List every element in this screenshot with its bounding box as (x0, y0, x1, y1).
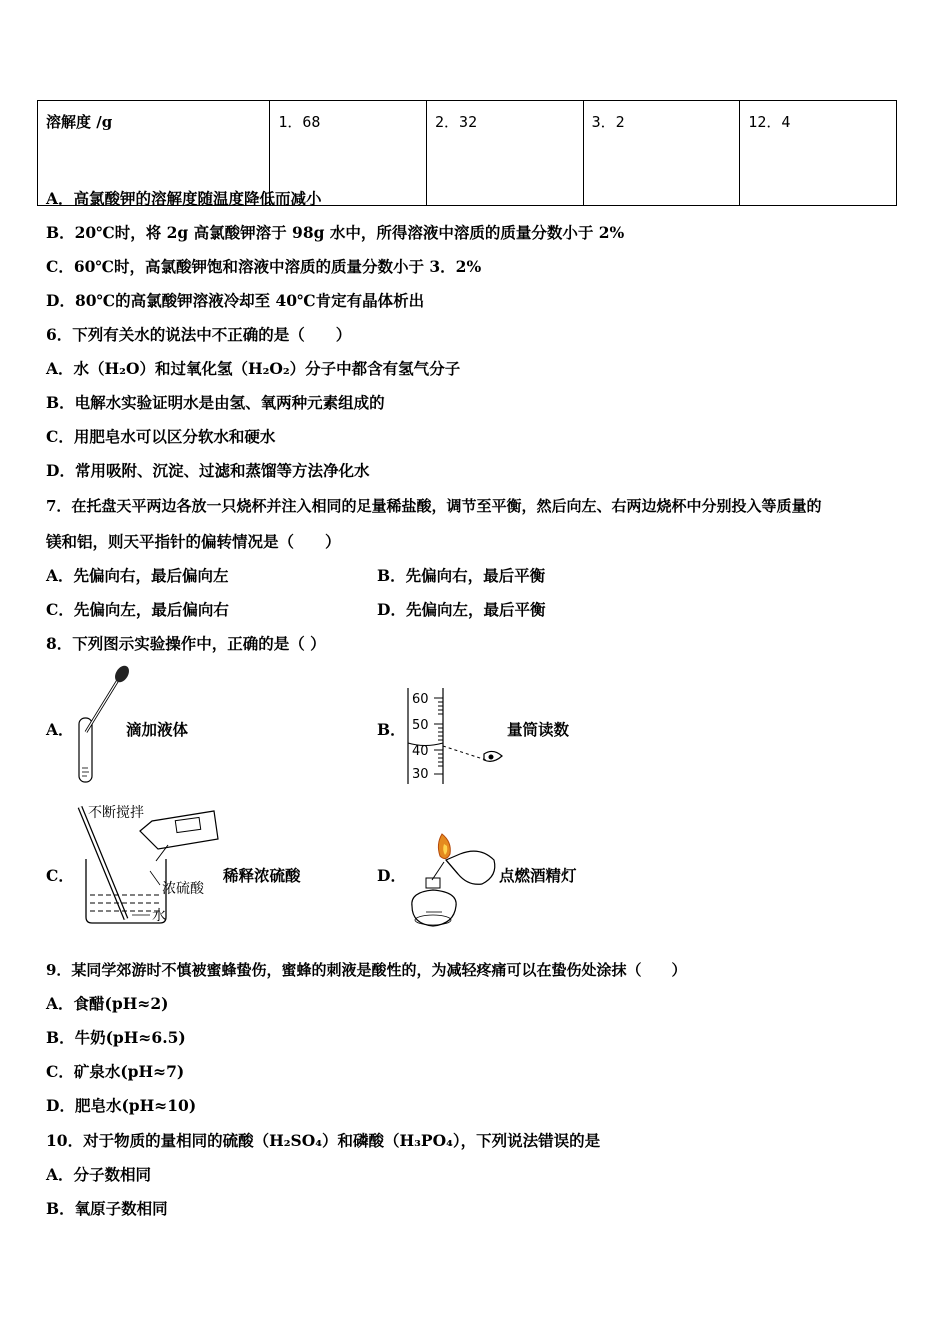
q5-option-c: C．60℃时，高氯酸钾饱和溶液中溶质的质量分数小于 3．2% (46, 257, 482, 276)
fig-a-letter: A． (46, 720, 74, 739)
q9-option-b: B．牛奶(pH≈6.5) (46, 1028, 186, 1047)
cylinder-tick-60: 60 (412, 692, 429, 707)
alcohol-lamp-figure (402, 820, 502, 932)
q7-option-a: A．先偏向右，最后偏向左 (46, 566, 229, 585)
q6-option-c: C．用肥皂水可以区分软水和硬水 (46, 427, 276, 446)
q6-option-d: D．常用吸附、沉淀、过滤和蒸馏等方法净化水 (46, 461, 370, 480)
q9-option-a: A．食醋(pH≈2) (46, 994, 169, 1013)
cylinder-tick-40: 40 (412, 744, 429, 759)
fig-d-caption: 点燃酒精灯 (499, 866, 577, 885)
fig-c-letter: C． (46, 866, 74, 885)
q9-option-c: C．矿泉水(pH≈7) (46, 1062, 185, 1081)
q9-stem: 9．某同学郊游时不慎被蜜蜂蛰伤，蜜蜂的刺液是酸性的，为减轻疼痛可以在蛰伤处涂抹（ ） (46, 961, 687, 979)
q5-option-d: D．80℃的高氯酸钾溶液冷却至 40℃肯定有晶体析出 (46, 291, 425, 310)
q6-option-a: A．水（H₂O）和过氧化氢（H₂O₂）分子中都含有氢气分子 (46, 359, 461, 378)
q5-option-a: A．高氯酸钾的溶解度随温度降低而减小 (46, 189, 322, 208)
graduated-cylinder-figure (398, 686, 508, 786)
q7-option-c: C．先偏向左，最后偏向右 (46, 600, 229, 619)
q10-stem: 10．对于物质的量相同的硫酸（H₂SO₄）和磷酸（H₃PO₄），下列说法错误的是 (46, 1131, 601, 1150)
q7-option-d: D．先偏向左，最后平衡 (377, 600, 546, 619)
eye-icon (484, 751, 502, 761)
cylinder-tick-50: 50 (412, 718, 429, 733)
table-cell: 1．68 (270, 101, 427, 206)
q9-option-d: D．肥皂水(pH≈10) (46, 1096, 197, 1115)
label-stir: 不断搅拌 (88, 805, 144, 821)
fig-b-letter: B． (377, 720, 406, 739)
table-cell: 3．2 (583, 101, 740, 206)
fig-b-caption: 量筒读数 (507, 720, 570, 739)
q7-stem-line2: 镁和铝，则天平指针的偏转情况是（ ） (46, 532, 341, 551)
fig-d-letter: D． (377, 866, 406, 885)
table-cell: 12．4 (740, 101, 897, 206)
q5-option-b: B．20℃时，将 2g 高氯酸钾溶于 98g 水中，所得溶液中溶质的质量分数小于 2% (46, 223, 625, 242)
cylinder-tick-30: 30 (412, 767, 429, 782)
table-header-cell: 溶解度 /g (38, 101, 270, 206)
q10-option-a: A．分子数相同 (46, 1165, 152, 1184)
label-water: 水 (152, 908, 166, 924)
label-acid: 浓硫酸 (162, 881, 204, 897)
q7-stem-line1: 7．在托盘天平两边各放一只烧杯并注入相同的足量稀盐酸，调节至平衡，然后向左、右两边烧杯中分别投入等质量的 (46, 497, 822, 515)
q8-stem: 8．下列图示实验操作中，正确的是（ ） (46, 634, 326, 653)
q10-option-b: B．氧原子数相同 (46, 1199, 168, 1218)
fig-c-caption: 稀释浓硫酸 (223, 866, 301, 885)
q6-option-b: B．电解水实验证明水是由氢、氧两种元素组成的 (46, 393, 385, 412)
table-cell: 2．32 (427, 101, 584, 206)
q6-stem: 6．下列有关水的说法中不正确的是（ ） (46, 325, 352, 344)
dilute-sulfuric-acid-figure (68, 797, 228, 929)
fig-a-caption: 滴加液体 (126, 720, 189, 739)
q7-option-b: B．先偏向右，最后平衡 (377, 566, 546, 585)
